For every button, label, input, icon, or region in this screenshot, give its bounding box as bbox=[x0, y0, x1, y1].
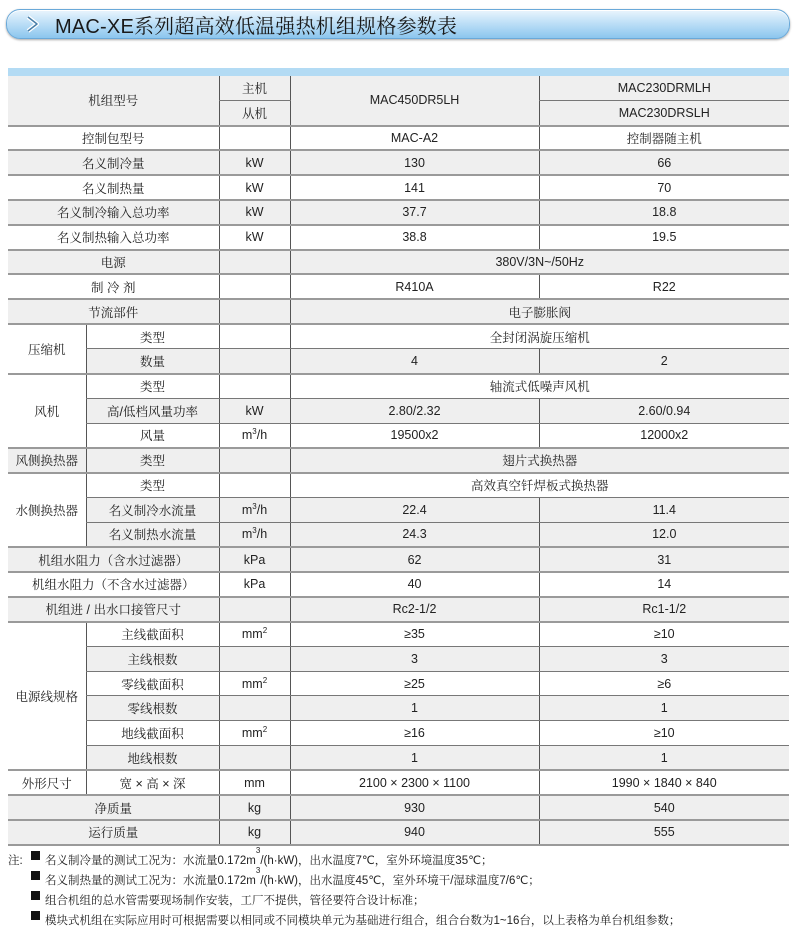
value-cell-1: 141 bbox=[290, 175, 539, 200]
table-header-band bbox=[8, 68, 789, 76]
row-label: 名义制热输入总功率 bbox=[8, 225, 219, 250]
table-row bbox=[8, 498, 789, 523]
row-label-model: 机组型号 bbox=[8, 76, 219, 126]
value-cell-2: 3 bbox=[539, 646, 789, 671]
row-label: 类型 bbox=[86, 374, 219, 399]
value-cell-1: 2.80/2.32 bbox=[290, 398, 539, 423]
table-row bbox=[8, 225, 789, 250]
row-label: 制 冷 剂 bbox=[8, 274, 219, 299]
value-cell-2: ≥10 bbox=[539, 622, 789, 647]
value-cell-2: 66 bbox=[539, 150, 789, 175]
table-row bbox=[8, 721, 789, 746]
unit-cell: kW bbox=[219, 398, 290, 423]
model-value-2-slave: MAC230DRSLH bbox=[539, 101, 789, 126]
unit-cell: $mm^2$ bbox=[219, 622, 290, 647]
table-row bbox=[8, 696, 789, 721]
unit-cell bbox=[219, 349, 290, 374]
unit-cell bbox=[219, 597, 290, 622]
value-cell-2: 555 bbox=[539, 820, 789, 845]
value-cell-1: 940 bbox=[290, 820, 539, 845]
row-label: 名义制冷输入总功率 bbox=[8, 200, 219, 225]
value-cell-merged: 电子膨胀阀 bbox=[290, 299, 789, 324]
unit-cell: kPa bbox=[219, 547, 290, 572]
row-label: 地线截面积 bbox=[86, 721, 219, 746]
main-unit-label: 主机 bbox=[219, 76, 290, 101]
table-row bbox=[8, 126, 789, 151]
value-cell-1: 3 bbox=[290, 646, 539, 671]
value-cell-1: Rc2-1/2 bbox=[290, 597, 539, 622]
table-row bbox=[8, 522, 789, 547]
value-cell-merged: 高效真空钎焊板式换热器 bbox=[290, 473, 789, 498]
value-cell-2: 控制器随主机 bbox=[539, 126, 789, 151]
row-label: 机组水阻力（不含水过滤器） bbox=[8, 572, 219, 597]
value-cell-1: 37.7 bbox=[290, 200, 539, 225]
row-label: 高/低档风量功率 bbox=[86, 398, 219, 423]
table-row bbox=[8, 622, 789, 647]
title-banner bbox=[6, 9, 790, 39]
value-cell-1: 24.3 bbox=[290, 522, 539, 547]
row-label: 宽 × 高 × 深 bbox=[86, 770, 219, 795]
unit-cell: kW bbox=[219, 150, 290, 175]
table-row bbox=[8, 795, 789, 820]
model-value-1: MAC450DR5LH bbox=[290, 76, 539, 126]
unit-cell bbox=[219, 274, 290, 299]
value-cell-2: 18.8 bbox=[539, 200, 789, 225]
value-cell-2: 12.0 bbox=[539, 522, 789, 547]
table-row bbox=[8, 250, 789, 275]
row-label: 名义制冷量 bbox=[8, 150, 219, 175]
unit-cell: kW bbox=[219, 225, 290, 250]
square-bullet-icon bbox=[31, 911, 40, 920]
value-cell-2: ≥10 bbox=[539, 721, 789, 746]
value-cell-1: MAC-A2 bbox=[290, 126, 539, 151]
unit-cell bbox=[219, 250, 290, 275]
value-cell-1: ≥16 bbox=[290, 721, 539, 746]
value-cell-1: 62 bbox=[290, 547, 539, 572]
value-cell-2: 540 bbox=[539, 795, 789, 820]
value-cell-2: 2.60/0.94 bbox=[539, 398, 789, 423]
table-row bbox=[8, 324, 789, 349]
unit-cell: $m^3/h$ bbox=[219, 498, 290, 523]
value-cell-1: 930 bbox=[290, 795, 539, 820]
table-row bbox=[8, 671, 789, 696]
table-row bbox=[8, 150, 789, 175]
group-label-compressor: 压缩机 bbox=[8, 324, 86, 374]
value-cell-1: 38.8 bbox=[290, 225, 539, 250]
table-row bbox=[8, 374, 789, 399]
value-cell-1: 19500x2 bbox=[290, 423, 539, 448]
group-label-fan: 风机 bbox=[8, 374, 86, 448]
row-label: 电源 bbox=[8, 250, 219, 275]
value-cell-2: 14 bbox=[539, 572, 789, 597]
table-row bbox=[8, 349, 789, 374]
unit-cell bbox=[219, 646, 290, 671]
row-label: 风量 bbox=[86, 423, 219, 448]
note-item: 模块式机组在实际应用时可根据需要以相同或不同模块单元为基础进行组合，组合台数为1~16台，以上表格为单台机组参数； bbox=[8, 911, 798, 931]
table-row bbox=[8, 274, 789, 299]
slave-unit-label: 从机 bbox=[219, 101, 290, 126]
notes-prefix: 注: bbox=[8, 855, 23, 867]
square-bullet-icon bbox=[31, 871, 40, 880]
unit-cell: kW bbox=[219, 200, 290, 225]
table-row bbox=[8, 398, 789, 423]
spec-table bbox=[8, 68, 789, 846]
group-label-dimensions: 外形尺寸 bbox=[8, 770, 86, 795]
value-cell-1: 2100 × 2300 × 1100 bbox=[290, 770, 539, 795]
table-row bbox=[8, 473, 789, 498]
value-cell-1: 40 bbox=[290, 572, 539, 597]
row-label: 名义制热水流量 bbox=[86, 522, 219, 547]
value-cell-2: ≥6 bbox=[539, 671, 789, 696]
row-label: 零线根数 bbox=[86, 696, 219, 721]
row-label: 控制包型号 bbox=[8, 126, 219, 151]
value-cell-1: 1 bbox=[290, 746, 539, 771]
value-cell-2: 70 bbox=[539, 175, 789, 200]
row-label: 运行质量 bbox=[8, 820, 219, 845]
unit-cell bbox=[219, 324, 290, 349]
row-label: 类型 bbox=[86, 324, 219, 349]
unit-cell: kg bbox=[219, 795, 290, 820]
value-cell-merged: 380V/3N~/50Hz bbox=[290, 250, 789, 275]
value-cell-1: 4 bbox=[290, 349, 539, 374]
value-cell-2: 1990 × 1840 × 840 bbox=[539, 770, 789, 795]
value-cell-merged: 翅片式换热器 bbox=[290, 448, 789, 473]
unit-cell bbox=[219, 473, 290, 498]
row-label: 名义制冷水流量 bbox=[86, 498, 219, 523]
unit-cell: $mm^2$ bbox=[219, 721, 290, 746]
row-label: 主线根数 bbox=[86, 646, 219, 671]
row-label: 机组进 / 出水口接管尺寸 bbox=[8, 597, 219, 622]
value-cell-2: Rc1-1/2 bbox=[539, 597, 789, 622]
unit-cell bbox=[219, 448, 290, 473]
table-row bbox=[8, 299, 789, 324]
table-row bbox=[8, 200, 789, 225]
row-label: 零线截面积 bbox=[86, 671, 219, 696]
table-row bbox=[8, 572, 789, 597]
square-bullet-icon bbox=[31, 851, 40, 860]
value-cell-1: ≥35 bbox=[290, 622, 539, 647]
note-item: 注: 名义制冷量的测试工况为：水流量0.172m 3 /(h·kW)，出水温度7℃，室外环境温度35℃； bbox=[8, 851, 798, 871]
value-cell-1: 130 bbox=[290, 150, 539, 175]
unit-cell: $mm^2$ bbox=[219, 671, 290, 696]
unit-cell: $m^3/h$ bbox=[219, 522, 290, 547]
group-label-cable: 电源线规格 bbox=[8, 622, 86, 771]
unit-cell bbox=[219, 126, 290, 151]
value-cell-2: 19.5 bbox=[539, 225, 789, 250]
value-cell-2: 11.4 bbox=[539, 498, 789, 523]
row-label: 数量 bbox=[86, 349, 219, 374]
row-label: 地线根数 bbox=[86, 746, 219, 771]
table-row bbox=[8, 175, 789, 200]
table-row bbox=[8, 423, 789, 448]
row-label: 净质量 bbox=[8, 795, 219, 820]
square-bullet-icon bbox=[31, 891, 40, 900]
table-row bbox=[8, 448, 789, 473]
row-label: 节流部件 bbox=[8, 299, 219, 324]
table-row-model-main bbox=[8, 76, 789, 101]
note-item: 组合机组的总水管需要现场制作安装，工厂不提供，管径要符合设计标准； bbox=[8, 891, 798, 911]
value-cell-1: ≥25 bbox=[290, 671, 539, 696]
unit-cell: kW bbox=[219, 175, 290, 200]
unit-cell bbox=[219, 746, 290, 771]
page-title: MAC-XE系列超高效低温强热机组规格参数表 bbox=[55, 15, 458, 38]
value-cell-merged: 全封闭涡旋压缩机 bbox=[290, 324, 789, 349]
note-item: 名义制热量的测试工况为：水流量0.172m 3 /(h·kW)，出水温度45℃，室外环境干/湿球温度7/6℃； bbox=[8, 871, 798, 891]
value-cell-2: 2 bbox=[539, 349, 789, 374]
value-cell-1: 22.4 bbox=[290, 498, 539, 523]
row-label: 类型 bbox=[86, 448, 219, 473]
row-label: 名义制热量 bbox=[8, 175, 219, 200]
group-label-air-hx: 风侧换热器 bbox=[8, 448, 86, 473]
table-row bbox=[8, 646, 789, 671]
value-cell-1: R410A bbox=[290, 274, 539, 299]
row-label: 类型 bbox=[86, 473, 219, 498]
group-label-water-hx: 水侧换热器 bbox=[8, 473, 86, 547]
value-cell-2: 1 bbox=[539, 746, 789, 771]
row-label: 机组水阻力（含水过滤器） bbox=[8, 547, 219, 572]
table-row bbox=[8, 746, 789, 771]
double-chevron-right-icon bbox=[23, 13, 45, 35]
value-cell-2: R22 bbox=[539, 274, 789, 299]
value-cell-2: 1 bbox=[539, 696, 789, 721]
unit-cell bbox=[219, 299, 290, 324]
table-row bbox=[8, 770, 789, 795]
unit-cell: $m^3/h$ bbox=[219, 423, 290, 448]
value-cell-2: 12000x2 bbox=[539, 423, 789, 448]
row-label: 主线截面积 bbox=[86, 622, 219, 647]
table-row bbox=[8, 547, 789, 572]
unit-cell bbox=[219, 374, 290, 399]
value-cell-2: 31 bbox=[539, 547, 789, 572]
unit-cell: kg bbox=[219, 820, 290, 845]
unit-cell: mm bbox=[219, 770, 290, 795]
table-row bbox=[8, 820, 789, 845]
value-cell-merged: 轴流式低噪声风机 bbox=[290, 374, 789, 399]
table-row bbox=[8, 597, 789, 622]
notes-section bbox=[8, 846, 798, 931]
model-value-2-main: MAC230DRMLH bbox=[539, 76, 789, 101]
value-cell-1: 1 bbox=[290, 696, 539, 721]
unit-cell bbox=[219, 696, 290, 721]
unit-cell: kPa bbox=[219, 572, 290, 597]
